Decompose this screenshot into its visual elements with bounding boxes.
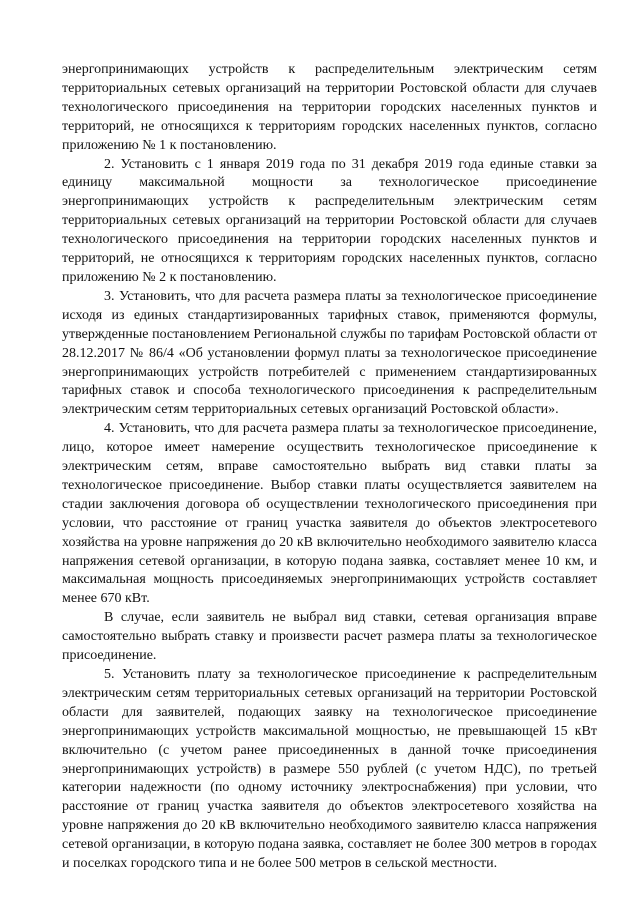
paragraph-item-4: 4. Установить, что для расчета размера платы за технологическое присоединение, лицо, которое имеет намерение осуществить технологическое присоединение к электрическим сетям, вправе самостоятельно выбрать вид ставки платы за технологическое присоединение. Выбор ставки платы осуществляется заявителем на стадии заключения договора об осуществлении технологического присоединения при условии, что расстояние от границ участка заявителя до объектов электросетевого хозяйства на уровне напряжения до 20 кВ включительно необходимого заявителю класса напряжения сетевой организации, в которую подана заявка, составляет менее 10 км, и максимальная мощность присоединяемых энергопринимающих устройств составляет менее 670 кВт. <box>62 421 597 607</box>
paragraph-continuation: энергопринимающих устройств к распределительным электрическим сетям территориальных сетевых организаций на территории Ростовской области для случаев технологического присоединения на территории городских населенных пунктов и территорий, не относящихся к территориям городских населенных пунктов, согласно приложению № 1 к постановлению. <box>62 62 597 153</box>
paragraph-item-2: 2. Установить с 1 января 2019 года по 31 декабря 2019 года единые ставки за единицу максимальной мощности за технологическое присоединение энергопринимающих устройств к распределительным электрическим сетям территориальных сетевых организаций на территории Ростовской области для случаев технологического присоединения на территории городских населенных пунктов и территорий, не относящихся к территориям городских населенных пунктов, согласно приложению № 2 к постановлению. <box>62 156 597 285</box>
paragraph-item-5: 5. Установить плату за технологическое присоединение к распределительным электрическим сетям территориальных сетевых организаций на территории Ростовской области для заявителей, подающих заявку на технологическое присоединение энергопринимающих устройств максимальной мощностью, не превышающей 15 кВт включительно (с учетом ранее присоединенных в данной точке присоединения энергопринимающих устройств) в размере 550 рублей (с учетом НДС), по третьей категории надежности (по одному источнику электроснабжения) при условии, что расстояние от границ участка заявителя до объектов электросетевого хозяйства на уровне напряжения до 20 кВ включительно необходимого заявителю класса напряжения сетевой организации, в которую подана заявка, составляет не более 300 метров в городах и поселках городского типа и не более 500 метров в сельской местности. <box>62 667 597 872</box>
document-page <box>62 61 597 874</box>
paragraph-item-3: 3. Установить, что для расчета размера платы за технологическое присоединение исходя из единых стандартизированных тарифных ставок, применяются формулы, утвержденные постановлением Региональной службы по тарифам Ростовской области от 28.12.2017 № 86/4 «Об установлении формул платы за технологическое присоединение энергопринимающих устройств потребителей с применением стандартизированных тарифных ставок и способа технологического присоединения к распределительным электрическим сетям территориальных сетевых организаций Ростовской области». <box>62 288 597 418</box>
paragraph-item-4-note: В случае, если заявитель не выбрал вид ставки, сетевая организация вправе самостоятельно выбрать ставку и произвести расчет размера платы за технологическое присоединение. <box>62 610 597 664</box>
